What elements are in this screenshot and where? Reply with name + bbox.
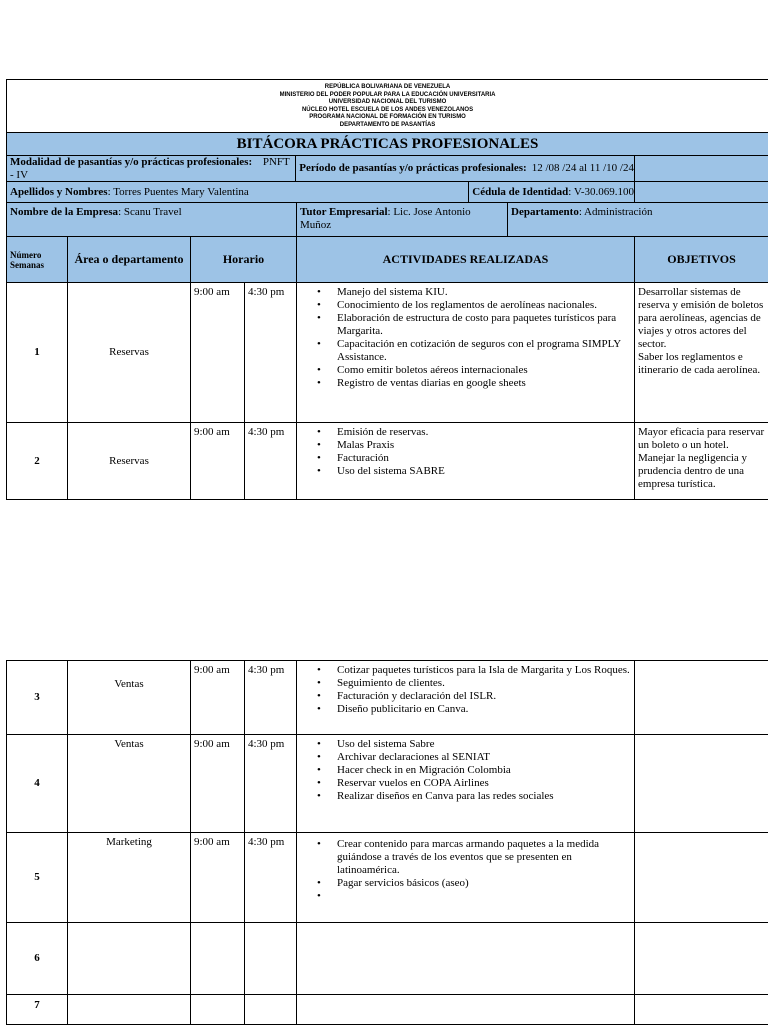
depto-value: : Administración xyxy=(579,206,653,218)
column-header-area: Área o departamento xyxy=(68,237,191,283)
header-line: UNIVERSIDAD NACIONAL DEL TURISMO xyxy=(10,99,765,107)
activities-list xyxy=(300,738,631,803)
end-time: 4:30 pm xyxy=(245,833,297,923)
table-row xyxy=(7,423,768,500)
list-item: • Diseño publicitario en Canva. xyxy=(337,703,631,716)
header-line: MINISTERIO DEL PODER POPULAR PARA LA EDUCACIÓN UNIVERSITARIA xyxy=(10,92,765,100)
cedula-label: Cédula de Identidad xyxy=(472,186,568,199)
start-time: 9:00 am xyxy=(191,661,245,735)
list-item: • Elaboración de estructura de costo para paquetes turísticos para Margarita. xyxy=(337,312,631,338)
info-row-filler xyxy=(635,182,768,203)
table-row xyxy=(7,995,768,1025)
list-item: • Archivar declaraciones al SENIAT xyxy=(337,751,631,764)
nombres-value: : Torres Puentes Mary Valentina xyxy=(108,186,249,198)
table-row xyxy=(7,923,768,995)
activities-cell xyxy=(297,735,635,833)
start-time xyxy=(191,923,245,995)
list-item: • Uso del sistema Sabre xyxy=(337,738,631,751)
start-time: 9:00 am xyxy=(191,735,245,833)
list-item: • Hacer check in en Migración Colombia xyxy=(337,764,631,777)
list-item: • Uso del sistema SABRE xyxy=(337,465,631,478)
info-row-modalidad-periodo xyxy=(7,156,635,182)
activities-list xyxy=(300,426,631,478)
column-header-actividades: ACTIVIDADES REALIZADAS xyxy=(297,237,635,283)
info-row-filler xyxy=(635,156,768,182)
list-item: • Malas Praxis xyxy=(337,439,631,452)
table-row xyxy=(7,833,768,923)
list-item: • Facturación y declaración del ISLR. xyxy=(337,690,631,703)
table-row xyxy=(7,735,768,833)
table-row xyxy=(7,283,768,423)
empresa-value: : Scanu Travel xyxy=(118,206,182,218)
column-header-numero: Número Semanas xyxy=(7,237,68,283)
end-time: 4:30 pm xyxy=(245,283,297,423)
area-cell: Marketing xyxy=(68,833,191,923)
objectives-cell xyxy=(635,923,768,995)
list-item: • Realizar diseños en Canva para las redes sociales xyxy=(337,790,631,803)
header-line: PROGRAMA NACIONAL DE FORMACIÓN EN TURISMO xyxy=(10,114,765,122)
column-header-objetivos: OBJETIVOS xyxy=(635,237,768,283)
modalidad-value: PNFT - IV xyxy=(10,156,290,181)
empresa-cell xyxy=(7,203,297,237)
table-row xyxy=(7,661,768,735)
activities-cell xyxy=(297,661,635,735)
tutor-depto-cell xyxy=(297,203,768,237)
list-item: • Cotizar paquetes turísticos para la Isla de Margarita y Los Roques. xyxy=(337,664,631,677)
empresa-label: Nombre de la Empresa xyxy=(10,206,118,218)
nombres-label: Apellidos y Nombres xyxy=(10,186,108,198)
objectives-cell: Desarrollar sistemas de reserva y emisión de boletos para aerolíneas, agencias de viajes y otros actores del sector. Saber los reglamentos e itinerario de cada aerolínea. xyxy=(635,283,768,423)
start-time: 9:00 am xyxy=(191,833,245,923)
objectives-cell xyxy=(635,661,768,735)
week-number: 4 xyxy=(7,735,68,833)
area-cell: Ventas xyxy=(68,735,191,833)
end-time: 4:30 pm xyxy=(245,735,297,833)
activities-cell xyxy=(297,423,635,500)
activities-list xyxy=(300,664,631,716)
bitacora-table-page-1 xyxy=(6,79,768,500)
tutor-value: : Lic. Jose Antonio Muñoz xyxy=(300,206,471,231)
info-row-nombres-cedula xyxy=(7,182,635,203)
list-item: • Conocimiento de los reglamentos de aerolíneas nacionales. xyxy=(337,299,631,312)
start-time: 9:00 am xyxy=(191,423,245,500)
week-number: 1 xyxy=(7,283,68,423)
activities-cell xyxy=(297,995,635,1025)
list-item xyxy=(337,890,631,903)
end-time xyxy=(245,995,297,1025)
activities-cell xyxy=(297,833,635,923)
column-header-horario: Horario xyxy=(191,237,297,283)
end-time xyxy=(245,923,297,995)
list-item: • Facturación xyxy=(337,452,631,465)
start-time: 9:00 am xyxy=(191,283,245,423)
week-number: 3 xyxy=(7,661,68,735)
end-time: 4:30 pm xyxy=(245,423,297,500)
list-item: • Registro de ventas diarias en google sheets xyxy=(337,377,631,390)
week-number: 7 xyxy=(7,995,68,1025)
list-item: • Manejo del sistema KIU. xyxy=(337,286,631,299)
list-item: • Seguimiento de clientes. xyxy=(337,677,631,690)
objectives-cell xyxy=(635,833,768,923)
objectives-cell xyxy=(635,995,768,1025)
list-item: • Pagar servicios básicos (aseo) xyxy=(337,877,631,890)
bitacora-table-page-2 xyxy=(6,660,768,1025)
week-number: 6 xyxy=(7,923,68,995)
tutor-label: Tutor Empresarial xyxy=(300,206,388,218)
activities-cell xyxy=(297,923,635,995)
document-title: BITÁCORA PRÁCTICAS PROFESIONALES xyxy=(7,133,768,156)
area-cell xyxy=(68,995,191,1025)
header-line: REPÚBLICA BOLIVARIANA DE VENEZUELA xyxy=(10,84,765,92)
modalidad-label: Modalidad de pasantías y/o prácticas profesionales: xyxy=(10,156,252,168)
area-cell xyxy=(68,923,191,995)
periodo-label: Período de pasantías y/o prácticas profesionales: xyxy=(299,162,526,175)
week-number: 2 xyxy=(7,423,68,500)
start-time xyxy=(191,995,245,1025)
list-item: • Emisión de reservas. xyxy=(337,426,631,439)
area-cell: Reservas xyxy=(68,423,191,500)
list-item: • Crear contenido para marcas armando paquetes a la medida guiándose a través de los eventos que se presenten en latinoamérica. xyxy=(337,838,631,877)
objectives-cell: Mayor eficacia para reservar un boleto o un hotel. Manejar la negligencia y prudencia dentro de una empresa turística. xyxy=(635,423,768,500)
objectives-cell xyxy=(635,735,768,833)
header-line: DEPARTAMENTO DE PASANTÍAS xyxy=(10,122,765,130)
list-item: • Reservar vuelos en COPA Airlines xyxy=(337,777,631,790)
institution-header xyxy=(7,80,768,133)
activities-list xyxy=(300,838,631,903)
depto-label: Departamento xyxy=(511,206,579,218)
list-item: • Como emitir boletos aéreos internacionales xyxy=(337,364,631,377)
activities-cell xyxy=(297,283,635,423)
area-cell: Ventas xyxy=(68,661,191,735)
activities-list xyxy=(300,286,631,390)
header-line: NÚCLEO HOTEL ESCUELA DE LOS ANDES VENEZOLANOS xyxy=(10,107,765,115)
list-item: • Capacitación en cotización de seguros con el programa SIMPLY Assistance. xyxy=(337,338,631,364)
periodo-value: 12 /08 /24 al 11 /10 /24 xyxy=(532,162,634,175)
end-time: 4:30 pm xyxy=(245,661,297,735)
week-number: 5 xyxy=(7,833,68,923)
area-cell: Reservas xyxy=(68,283,191,423)
cedula-value: : V-30.069.100 xyxy=(568,186,634,199)
